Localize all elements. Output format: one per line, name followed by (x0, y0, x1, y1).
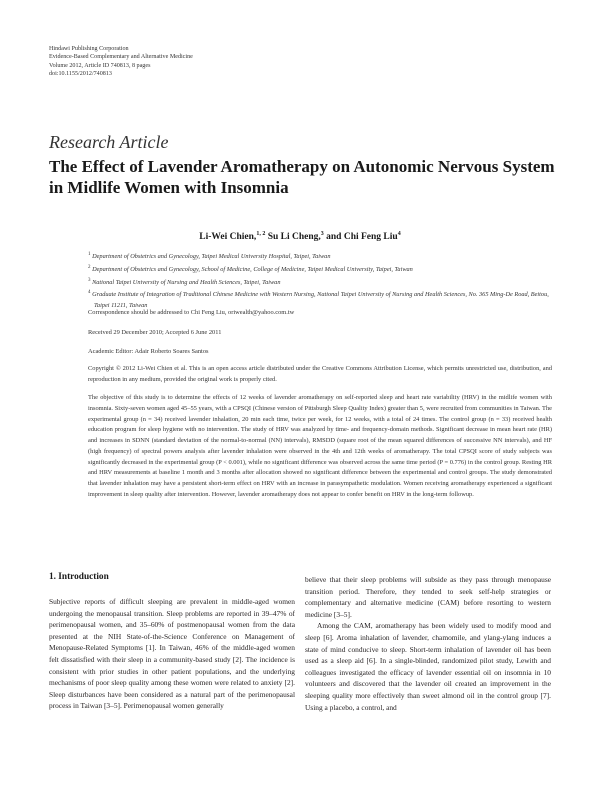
received-dates: Received 29 December 2010; Accepted 6 June 2011 (88, 329, 222, 336)
journal-name: Evidence-Based Complementary and Alternative Medicine (49, 54, 193, 61)
affiliation-list (88, 250, 558, 312)
section-heading-introduction: 1. Introduction (49, 572, 109, 582)
paragraph: believe that their sleep problems will subside as they pass through menopause transition period. Therefore, they tended to seek self-help strategies or complementary and alternative medicine (CAM) before resorting to western medicine [3–5]. (305, 575, 551, 619)
correspondence: Correspondence should be addressed to Chi Feng Liu, oriwealth@yahoo.com.tw (88, 309, 295, 316)
article-type: Research Article (49, 132, 169, 152)
left-column (49, 596, 295, 712)
article-title: The Effect of Lavender Aromatherapy on Autonomic Nervous System in Midlife Women with Insomnia (49, 157, 555, 197)
doi: doi:10.1155/2012/740813 (49, 70, 112, 77)
right-column (305, 574, 551, 713)
author-name: Chi Feng Liu (343, 232, 398, 243)
author-name: Su Li Cheng, (267, 232, 321, 243)
copyright-notice: Copyright © 2012 Li-Wei Chien et al. This is an open access article distributed under the Creative Commons Attribution License, which permits unrestricted use, distribution, and reproduction in any medium, provided the original work is properly cited. (88, 365, 552, 383)
author-affiliation-ref: 1, 2 (256, 231, 266, 237)
affiliation: $^3$ National Taipei University of Nursing and Health Sciences, Taipei, Taiwan (88, 277, 281, 286)
abstract: The objective of this study is to determine the effects of 12 weeks of lavender aromatherapy on self-reported sleep and heart rate variability (HRV) in the midlife women with insomnia. Sixty-seven women aged 45–55 years, with a CPSQI (Chinese version of Pittsburgh Sleep Quality Index) greater than 5, were recruited from communities in Taiwan. The experimental group (n = 34) received lavender inhalation, 20 min each time, twice per week, for 12 weeks, with a total of 24 times. The control group (n = 33) received health education program for sleep hygiene with no intervention. The study of HRV was analyzed by time- and frequency-domain methods. Significant decrease in mean heart rate (HR) and increases in SDNN (standard deviation of the normal-to-normal (NN) intervals), RMSDD (square root of the mean squared differences of successive NN intervals), and HF (high frequency) of spectral powers analysis after lavender inhalation were observed in the 4th and 12th weeks of aromatherapy. The total CPSQI score of study subjects was significantly decreased in the experimental group (P < 0.001), while no significant difference was observed across the same time period (P = 0.776) in the control group. Resting HR and HRV measurements at baseline 1 month and 3 months after allocation showed no significant difference between the experimental and control groups. The study demonstrated that lavender inhalation may have a persistent short-term effect on HRV with an increase in parasympathetic modulation. Women receiving aromatherapy experienced a significant improvement in sleep quality after intervention. However, lavender aromatherapy does not appear to confer benefit on HRV in the long-term followup. (88, 394, 552, 498)
academic-editor: Academic Editor: Adair Roberto Soares Santos (88, 348, 209, 355)
affiliation: $^1$ Department of Obstetrics and Gynecology, Taipei Medical University Hospital, Taipei, Taiwan (88, 252, 331, 261)
affiliation: $^2$ Department of Obstetrics and Gynecology, School of Medicine, College of Medicine, Taipei Medical University, Taipei, Taiwan (88, 264, 413, 273)
author-list: Li-Wei Chien,$^{1, 2}$ Su Li Cheng,$^3$ and Chi Feng Liu$^4$ (199, 231, 401, 243)
author-name: Li-Wei Chien, (199, 232, 257, 243)
author-affiliation-ref: 4 (397, 231, 401, 237)
journal-info (49, 45, 193, 78)
paragraph: Subjective reports of difficult sleeping are prevalent in middle-aged women undergoing the menopausal transition. Sleep problems are reported in 39–47% of perimenopausal women, and 35–60% of postmenopausal women from the data presented at the NIH State-of-the-Science Conference on Management of Menopause-Related Symptoms [1]. In Taiwan, 46% of the middle-aged women felt dissatisfied with their sleep in a community-based study [2]. The incidence is consistent with prior studies in other patient populations, and the underlying mechanisms of poor sleep quality among these women were related to anxiety [2]. Sleep disturbances have been considered as a natural part of the perimenopausal process in Taiwan [3–5]. Perimenopausal women generally (49, 597, 295, 711)
volume-info: Volume 2012, Article ID 740813, 8 pages (49, 62, 151, 69)
affiliation: $^4$ Graduate Institute of Integration of Traditional Chinese Medicine with Western Nursing, National Taipei University of Nursing and Health Sciences, No. 365 Ming-De Road, Beitou, Taipei 11211, Taiwan (88, 290, 549, 310)
publisher: Hindawi Publishing Corporation (49, 46, 129, 52)
paragraph: Among the CAM, aromatherapy has been widely used to modify mood and sleep [6]. Aroma inhalation of lavender, chamomile, and ylang-ylang induces a state of mind conducive to sleep. Short-term inhalation of lavender oil has been used as a sleep aid [6]. In a single-blinded, randomized pilot study, Lewith and colleagues investigated the efficacy of lavender essential oil on insomnia in 10 volunteers and discovered that the lavender oil created an improvement in the sleeping quality more effectively than sweet almond oil in the control group [7]. Using a placebo, a control, and (305, 621, 551, 712)
author-affiliation-ref: 3 (320, 231, 324, 237)
